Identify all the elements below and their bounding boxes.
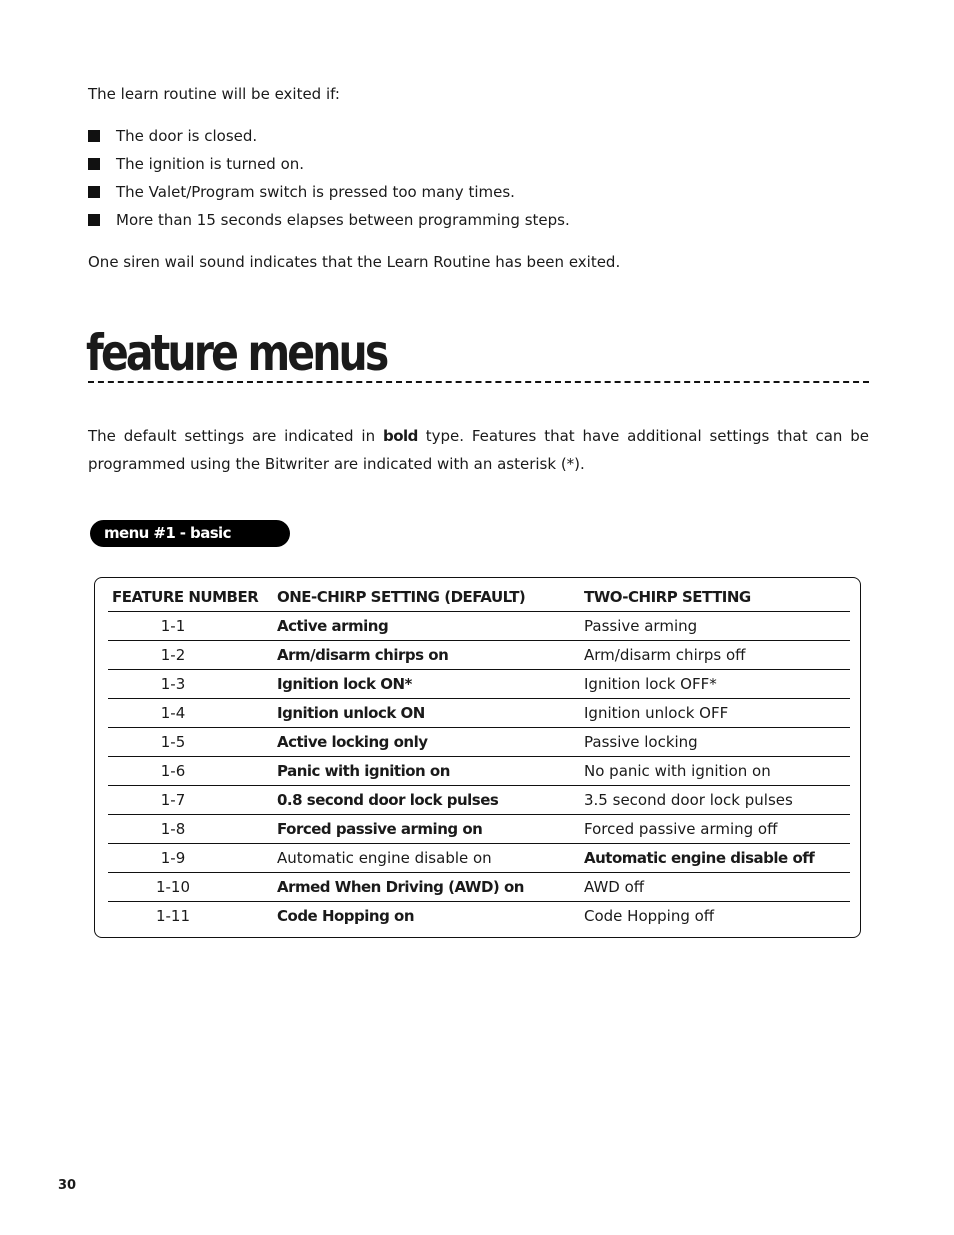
two-chirp-setting: No panic with ignition on xyxy=(584,762,771,780)
square-bullet-icon xyxy=(88,186,100,198)
one-chirp-setting: Code Hopping on xyxy=(277,907,415,925)
feature-number: 1-11 xyxy=(155,907,191,925)
two-chirp-setting: Ignition unlock OFF xyxy=(584,704,729,722)
header-feature-number: FEATURE NUMBER xyxy=(112,588,259,606)
two-chirp-setting: Arm/disarm chirps off xyxy=(584,646,746,664)
two-chirp-setting: AWD off xyxy=(584,878,645,896)
feature-number: 1-1 xyxy=(160,617,186,635)
list-item xyxy=(88,178,570,206)
two-chirp-setting: Automatic engine disable off xyxy=(584,849,815,867)
table-row xyxy=(108,844,850,873)
defaults-note-end: type. Features that have additional settings that can be programmed using the Bitwriter are indicated with an asterisk (*). xyxy=(88,427,870,473)
table-row xyxy=(108,786,850,815)
table-row xyxy=(108,612,850,641)
table-row xyxy=(108,670,850,699)
list-item-text: The Valet/Program switch is pressed too many times. xyxy=(116,183,515,201)
one-chirp-setting: Active locking only xyxy=(277,733,428,751)
one-chirp-setting: Arm/disarm chirps on xyxy=(277,646,449,664)
page-number: 30 xyxy=(58,1178,77,1193)
list-item-text: The ignition is turned on. xyxy=(116,155,305,173)
one-chirp-setting: Automatic engine disable on xyxy=(277,849,492,867)
two-chirp-setting: Ignition lock OFF* xyxy=(584,675,717,693)
square-bullet-icon xyxy=(88,158,100,170)
table-row xyxy=(108,728,850,757)
intro-text: The learn routine will be exited if: xyxy=(88,85,340,103)
one-chirp-setting: Panic with ignition on xyxy=(277,762,450,780)
defaults-note-bold-word: bold xyxy=(382,427,418,445)
feature-number: 1-9 xyxy=(160,849,186,867)
feature-table xyxy=(108,583,850,931)
list-item-text: The door is closed. xyxy=(116,127,258,145)
feature-number: 1-3 xyxy=(160,675,186,693)
feature-number: 1-5 xyxy=(160,733,186,751)
two-chirp-setting: Code Hopping off xyxy=(584,907,715,925)
table-header-row xyxy=(108,583,850,612)
title-divider xyxy=(88,381,869,383)
table-row xyxy=(108,641,850,670)
list-item xyxy=(88,122,570,150)
one-chirp-setting: Armed When Driving (AWD) on xyxy=(277,878,524,896)
feature-number: 1-10 xyxy=(155,878,191,896)
one-chirp-setting: Forced passive arming on xyxy=(277,820,483,838)
table-row xyxy=(108,699,850,728)
feature-number: 1-6 xyxy=(160,762,186,780)
header-one-chirp: ONE-CHIRP SETTING (DEFAULT) xyxy=(277,588,526,606)
square-bullet-icon xyxy=(88,214,100,226)
table-row xyxy=(108,757,850,786)
two-chirp-setting: Passive locking xyxy=(584,733,698,751)
list-item xyxy=(88,206,570,234)
one-chirp-setting: Active arming xyxy=(277,617,389,635)
square-bullet-icon xyxy=(88,130,100,142)
table-row xyxy=(108,873,850,902)
exit-note: One siren wail sound indicates that the Learn Routine has been exited. xyxy=(88,253,621,271)
menu-label-text: menu #1 - basic features xyxy=(104,524,231,569)
one-chirp-setting: Ignition lock ON* xyxy=(277,675,412,693)
defaults-note-start: The default settings are indicated in xyxy=(88,427,383,445)
menu-label-badge xyxy=(90,520,290,569)
defaults-note xyxy=(88,422,869,478)
two-chirp-setting: 3.5 second door lock pulses xyxy=(584,791,793,809)
header-two-chirp: TWO-CHIRP SETTING xyxy=(584,588,751,606)
one-chirp-setting: Ignition unlock ON xyxy=(277,704,425,722)
feature-number: 1-8 xyxy=(160,820,186,838)
table-row xyxy=(108,815,850,844)
list-item-text: More than 15 seconds elapses between programming steps. xyxy=(116,211,570,229)
list-item xyxy=(88,150,570,178)
two-chirp-setting: Passive arming xyxy=(584,617,698,635)
two-chirp-setting: Forced passive arming off xyxy=(584,820,778,838)
feature-number: 1-2 xyxy=(160,646,186,664)
exit-conditions-list xyxy=(88,122,570,234)
table-row xyxy=(108,902,850,931)
feature-number: 1-4 xyxy=(160,704,186,722)
one-chirp-setting: 0.8 second door lock pulses xyxy=(277,791,499,809)
feature-number: 1-7 xyxy=(160,791,186,809)
section-title: feature menus xyxy=(86,324,387,382)
